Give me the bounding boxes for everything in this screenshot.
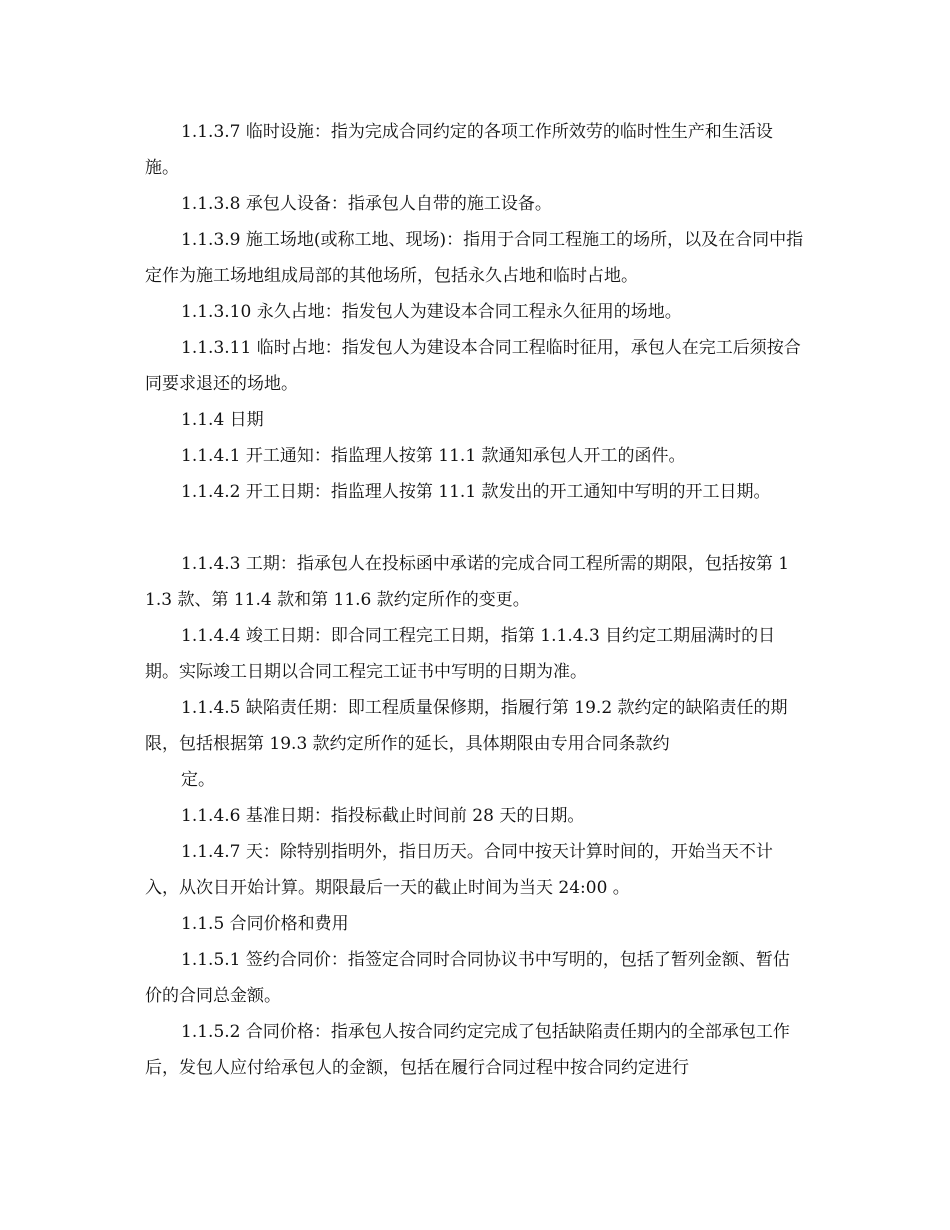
clause-1-1-3-7: 1.1.3.7 临时设施：指为完成合同约定的各项工作所效劳的临时性生产和生活设施。 <box>145 122 773 178</box>
clause-1-1-3-11: 1.1.3.11 临时占地：指发包人为建设本合同工程临时征用，承包人在完工后须按合同要求退还的场地。 <box>145 338 801 394</box>
clause-1-1-4-5: 1.1.4.5 缺陷责任期：即工程质量保修期，指履行第 19.2 款约定的缺陷责任的期限，包括根据第 19.3 款约定所作的延长，具体期限由专用合同条款约 <box>145 698 788 754</box>
clause-1-1-4-4: 1.1.4.4 竣工日期：即合同工程完工日期，指第 1.1.4.3 目约定工期届满时的日期。实际竣工日期以合同工程完工证书中写明的日期为准。 <box>145 626 776 682</box>
clause-1-1-3-9: 1.1.3.9 施工场地(或称工地、现场)：指用于合同工程施工的场所，以及在合同中指定作为施工场地组成局部的其他场所，包括永久占地和临时占地。 <box>145 230 804 286</box>
clause-1-1-4-3: 1.1.4.3 工期：指承包人在投标函中承诺的完成合同工程所需的期限，包括按第 11.3 款、第 11.4 款和第 11.6 款约定所作的变更。 <box>145 554 790 610</box>
clause-1-1-3-10: 1.1.3.10 永久占地：指发包人为建设本合同工程永久征用的场地。 <box>181 302 682 322</box>
clause-1-1-5-2: 1.1.5.2 合同价格：指承包人按合同约定完成了包括缺陷责任期内的全部承包工作后，发包人应付给承包人的金额，包括在履行合同过程中按合同约定进行 <box>145 1022 790 1078</box>
clause-1-1-4-5-continuation: 定。 <box>181 770 215 790</box>
clause-1-1-4-6: 1.1.4.6 基准日期：指投标截止时间前 28 天的日期。 <box>181 806 585 826</box>
clause-1-1-3-8: 1.1.3.8 承包人设备：指承包人自带的施工设备。 <box>181 194 552 214</box>
clause-1-1-4-2: 1.1.4.2 开工日期：指监理人按第 11.1 款发出的开工通知中写明的开工日期。 <box>181 482 771 502</box>
clause-1-1-4-7: 1.1.4.7 天：除特别指明外，指日历天。合同中按天计算时间的，开始当天不计入，从次日开始计算。期限最后一天的截止时间为当天 24:00 。 <box>145 842 773 898</box>
clause-1-1-5-1: 1.1.5.1 签约合同价：指签定合同时合同协议书中写明的，包括了暂列金额、暂估价的合同总金额。 <box>145 950 790 1006</box>
section-heading-1-1-4: 1.1.4 日期 <box>181 410 264 430</box>
clause-1-1-4-1: 1.1.4.1 开工通知：指监理人按第 11.1 款通知承包人开工的函件。 <box>181 446 686 466</box>
section-heading-1-1-5: 1.1.5 合同价格和费用 <box>181 914 349 934</box>
